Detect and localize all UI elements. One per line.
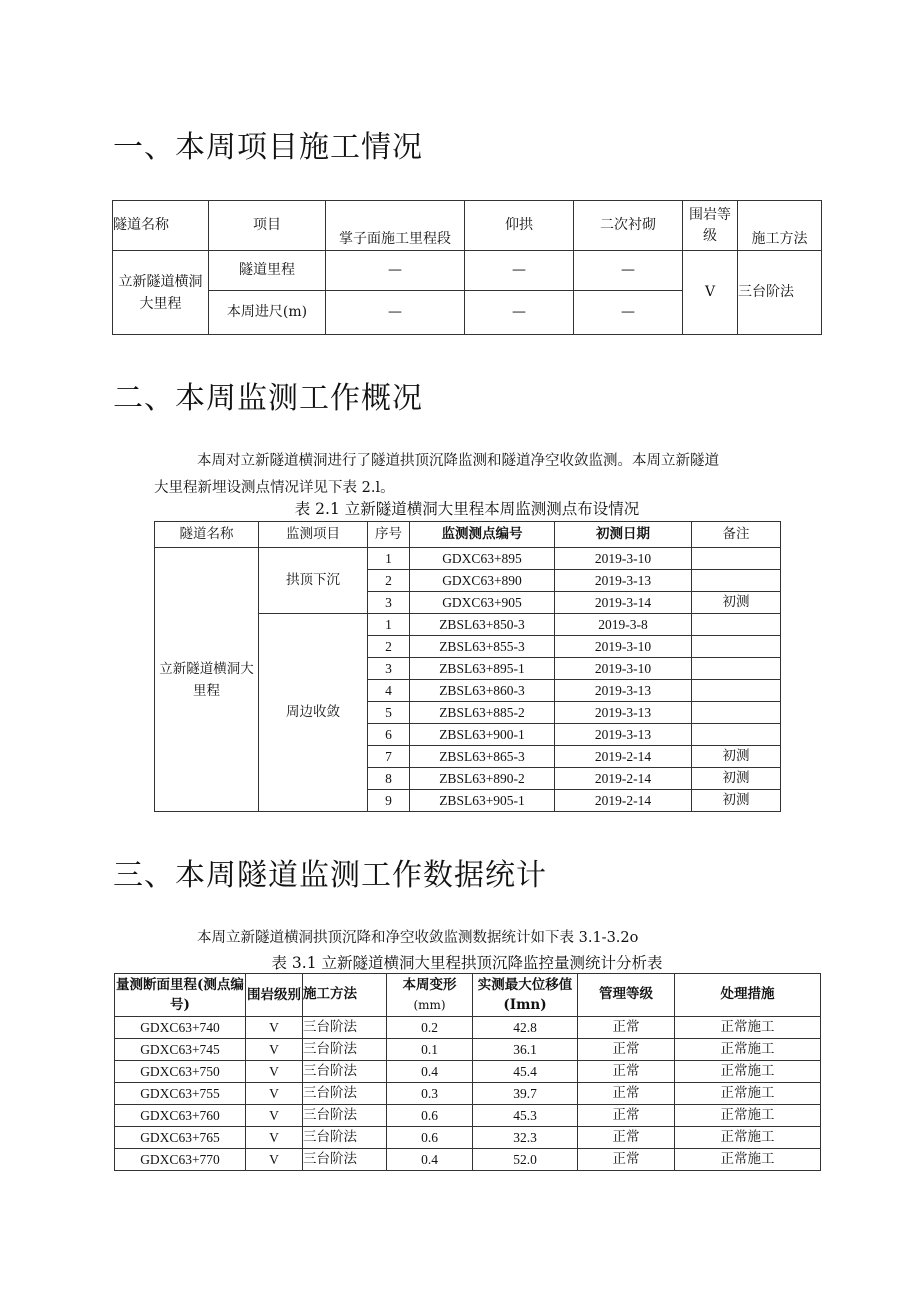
header-weekly-deformation	[387, 974, 473, 1017]
row-note	[692, 658, 781, 680]
row-grade: V	[246, 1149, 303, 1171]
row-date: 2019-2-14	[555, 746, 692, 768]
row-grade: V	[246, 1105, 303, 1127]
section2-heading: 二、本周监测工作概况	[113, 381, 423, 416]
row-weekly: 0.4	[387, 1061, 473, 1083]
row-method: 三台阶法	[303, 1149, 387, 1171]
row-method: 三台阶法	[303, 1105, 387, 1127]
table-row	[115, 1061, 821, 1083]
row-no: 6	[368, 724, 410, 746]
row-note: 初测	[692, 592, 781, 614]
table-row	[155, 548, 781, 570]
table-row	[115, 1149, 821, 1171]
row-point-id: GDXC63+895	[410, 548, 555, 570]
row-grade: V	[246, 1083, 303, 1105]
crown-settlement-stats-table	[114, 973, 821, 1171]
row-date: 2019-3-13	[555, 724, 692, 746]
row-grade: V	[246, 1017, 303, 1039]
header-measures: 处理措施	[675, 974, 821, 1017]
row-no: 5	[368, 702, 410, 724]
row-weekly: 0.6	[387, 1105, 473, 1127]
row-max: 36.1	[473, 1039, 578, 1061]
row-note	[692, 680, 781, 702]
table2-caption: 表 2.1 立新隧道横洞大里程本周监测测点布设情况	[294, 500, 640, 518]
row-max: 32.3	[473, 1127, 578, 1149]
row-note	[692, 636, 781, 658]
table-row	[115, 1017, 821, 1039]
row-date: 2019-3-8	[555, 614, 692, 636]
header-weekly-deformation-label: 本周变形	[402, 977, 457, 993]
row-note	[692, 724, 781, 746]
row-no: 1	[368, 614, 410, 636]
row-note	[692, 702, 781, 724]
row-level: 正常	[578, 1039, 675, 1061]
rock-grade-cell: V	[683, 251, 738, 335]
row-date: 2019-2-14	[555, 768, 692, 790]
row-level: 正常	[578, 1105, 675, 1127]
row-weekly: 0.1	[387, 1039, 473, 1061]
item-perimeter-convergence: 周边收敛	[259, 614, 368, 812]
row-date: 2019-3-13	[555, 570, 692, 592]
monitoring-points-table	[154, 521, 781, 812]
row-max: 45.3	[473, 1105, 578, 1127]
row-date: 2019-3-10	[555, 548, 692, 570]
row-section-id: GDXC63+770	[115, 1149, 246, 1171]
row-level: 正常	[578, 1083, 675, 1105]
row-no: 8	[368, 768, 410, 790]
row-date: 2019-3-13	[555, 680, 692, 702]
row-max: 42.8	[473, 1017, 578, 1039]
row-section-id: GDXC63+755	[115, 1083, 246, 1105]
row-no: 9	[368, 790, 410, 812]
row-date: 2019-3-13	[555, 702, 692, 724]
row-point-id: ZBSL63+885-2	[410, 702, 555, 724]
row-action: 正常施工	[675, 1149, 821, 1171]
row-no: 3	[368, 658, 410, 680]
row-level: 正常	[578, 1149, 675, 1171]
row-action: 正常施工	[675, 1017, 821, 1039]
row-weekly: 0.3	[387, 1083, 473, 1105]
construction-table	[112, 200, 822, 335]
header-initial-date: 初测日期	[555, 522, 692, 548]
table-row	[115, 1039, 821, 1061]
row-section-id: GDXC63+765	[115, 1127, 246, 1149]
row-point-id: ZBSL63+905-1	[410, 790, 555, 812]
row-section-id: GDXC63+750	[115, 1061, 246, 1083]
row-note: 初测	[692, 790, 781, 812]
header-invert: 仰拱	[465, 201, 574, 251]
row-weekly: 0.6	[387, 1127, 473, 1149]
header-point-id: 监测测点编号	[410, 522, 555, 548]
row-no: 7	[368, 746, 410, 768]
row-action: 正常施工	[675, 1083, 821, 1105]
header-rock-grade: 围岩等级	[683, 201, 738, 251]
header-note: 备注	[692, 522, 781, 548]
item-crown-settlement: 拱顶下沉	[259, 548, 368, 614]
header-tunnel-name: 隧道名称	[113, 201, 209, 251]
section2-para-line1: 本周对立新隧道横洞进行了隧道拱顶沉降监测和隧道净空收敛监测。本周立新隧道	[197, 453, 719, 469]
header-face-mileage: 掌子面施工里程段	[326, 201, 465, 251]
row-level: 正常	[578, 1017, 675, 1039]
dash-cell: —	[574, 291, 683, 335]
row-method: 三台阶法	[303, 1083, 387, 1105]
row-max: 39.7	[473, 1083, 578, 1105]
row-no: 1	[368, 548, 410, 570]
table-row	[115, 1105, 821, 1127]
header-item: 项目	[209, 201, 326, 251]
row-point-id: ZBSL63+900-1	[410, 724, 555, 746]
row-method: 三台阶法	[303, 1127, 387, 1149]
row-label-mileage: 隧道里程	[209, 251, 326, 291]
row-date: 2019-3-10	[555, 658, 692, 680]
dash-cell: —	[465, 291, 574, 335]
section1-heading: 一、本周项目施工情况	[113, 130, 423, 165]
header-tunnel-name: 隧道名称	[155, 522, 259, 548]
row-date: 2019-3-14	[555, 592, 692, 614]
row-note: 初测	[692, 746, 781, 768]
row-point-id: ZBSL63+865-3	[410, 746, 555, 768]
header-method: 施工方法	[738, 201, 822, 251]
header-monitor-item: 监测项目	[259, 522, 368, 548]
row-action: 正常施工	[675, 1039, 821, 1061]
row-level: 正常	[578, 1127, 675, 1149]
table-row	[115, 1127, 821, 1149]
method-cell: 三台阶法	[738, 251, 822, 335]
row-grade: V	[246, 1127, 303, 1149]
tunnel-name-cell: 立新隧道横洞大里程	[113, 251, 209, 335]
section2-para-line2: 大里程新埋设测点情况详见下表 2.l。	[154, 480, 395, 496]
row-weekly: 0.4	[387, 1149, 473, 1171]
header-max-displacement: 实测最大位移值(Imn)	[473, 974, 578, 1017]
row-method: 三台阶法	[303, 1061, 387, 1083]
header-no: 序号	[368, 522, 410, 548]
row-note	[692, 548, 781, 570]
row-note	[692, 614, 781, 636]
row-date: 2019-3-10	[555, 636, 692, 658]
header-weekly-deformation-unit: (mm)	[413, 998, 446, 1012]
row-level: 正常	[578, 1061, 675, 1083]
dash-cell: —	[574, 251, 683, 291]
row-section-id: GDXC63+740	[115, 1017, 246, 1039]
row-action: 正常施工	[675, 1105, 821, 1127]
header-secondary-lining: 二次衬砌	[574, 201, 683, 251]
dash-cell: —	[465, 251, 574, 291]
row-date: 2019-2-14	[555, 790, 692, 812]
header-method: 施工方法	[303, 974, 387, 1017]
row-point-id: ZBSL63+890-2	[410, 768, 555, 790]
row-grade: V	[246, 1061, 303, 1083]
row-no: 2	[368, 570, 410, 592]
row-point-id: ZBSL63+855-3	[410, 636, 555, 658]
dash-cell: —	[326, 251, 465, 291]
row-action: 正常施工	[675, 1061, 821, 1083]
section3-heading: 三、本周隧道监测工作数据统计	[113, 858, 547, 893]
header-management-level: 管理等级	[578, 974, 675, 1017]
row-point-id: GDXC63+905	[410, 592, 555, 614]
row-method: 三台阶法	[303, 1017, 387, 1039]
row-label-weekly-progress: 本周进尺(m)	[209, 291, 326, 335]
row-max: 45.4	[473, 1061, 578, 1083]
table-row	[115, 1083, 821, 1105]
row-no: 2	[368, 636, 410, 658]
row-point-id: GDXC63+890	[410, 570, 555, 592]
row-point-id: ZBSL63+860-3	[410, 680, 555, 702]
tunnel-name-cell: 立新隧道横洞大里程	[155, 548, 259, 812]
row-section-id: GDXC63+745	[115, 1039, 246, 1061]
row-note	[692, 570, 781, 592]
row-point-id: ZBSL63+895-1	[410, 658, 555, 680]
row-action: 正常施工	[675, 1127, 821, 1149]
section3-para: 本周立新隧道横洞拱顶沉降和净空收敛监测数据统计如下表 3.1-3.2o	[197, 930, 639, 946]
row-grade: V	[246, 1039, 303, 1061]
row-max: 52.0	[473, 1149, 578, 1171]
table3-caption: 表 3.1 立新隧道横洞大里程拱顶沉降监控量测统计分析表	[271, 954, 663, 972]
header-section-mileage: 量测断面里程(测点编号)	[115, 974, 246, 1017]
row-point-id: ZBSL63+850-3	[410, 614, 555, 636]
row-no: 3	[368, 592, 410, 614]
row-weekly: 0.2	[387, 1017, 473, 1039]
row-section-id: GDXC63+760	[115, 1105, 246, 1127]
row-note: 初测	[692, 768, 781, 790]
row-no: 4	[368, 680, 410, 702]
header-rock-grade: 围岩级别	[246, 974, 303, 1017]
dash-cell: —	[326, 291, 465, 335]
row-method: 三台阶法	[303, 1039, 387, 1061]
